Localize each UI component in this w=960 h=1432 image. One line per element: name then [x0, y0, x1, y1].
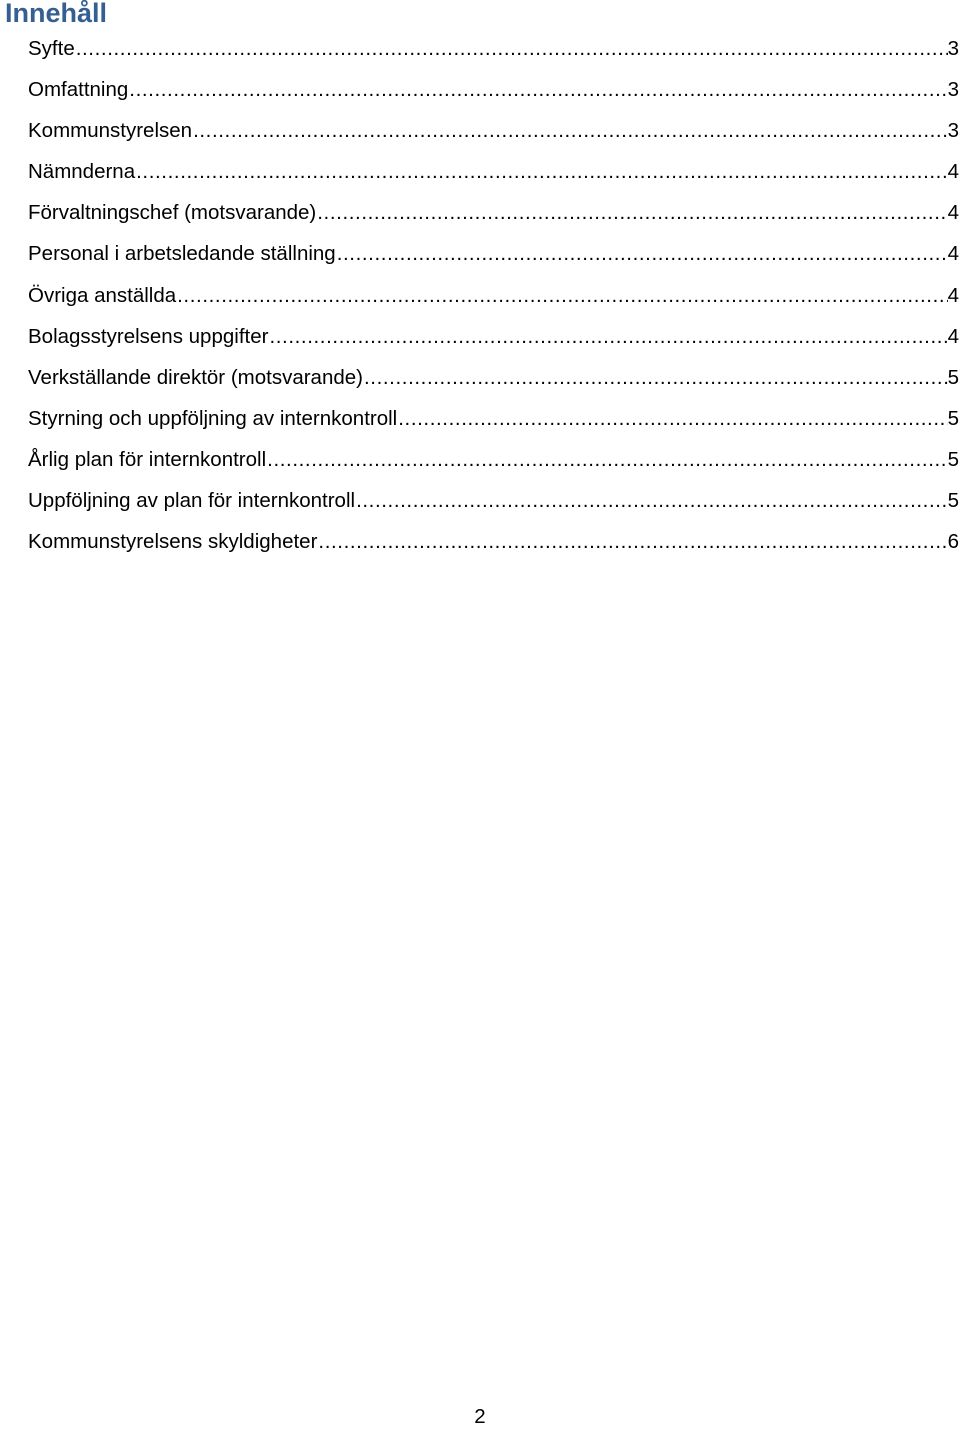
dot-leader: [316, 196, 947, 230]
toc-entry-uppfoljning-plan[interactable]: [28, 484, 959, 525]
toc-entry-title: Verkställande direktör (motsvarande): [28, 365, 363, 389]
dot-leader: [317, 525, 947, 559]
dot-leader: [266, 443, 947, 477]
toc-entry-page: 4: [947, 160, 959, 184]
toc-entry-kommunstyrelsens-skyldigheter[interactable]: [28, 525, 959, 566]
table-of-contents: [28, 32, 959, 566]
toc-entry-page: 5: [947, 489, 959, 513]
toc-entry-page: 3: [947, 37, 959, 60]
dot-leader: [363, 361, 948, 395]
dot-leader: [397, 402, 947, 436]
toc-entry-page: 5: [947, 447, 959, 471]
toc-entry-title: Uppföljning av plan för internkontroll: [28, 489, 356, 513]
dot-leader: [176, 279, 947, 313]
toc-entry-bolagsstyrelsens-uppgifter[interactable]: [28, 320, 959, 361]
toc-entry-title: Personal i arbetsledande ställning: [28, 242, 336, 266]
toc-entry-styrning-uppfoljning[interactable]: [28, 402, 959, 443]
toc-entry-arlig-plan[interactable]: [28, 443, 959, 484]
toc-entry-title: Styrning och uppföljning av internkontroll: [28, 406, 398, 430]
toc-entry-personal-arbetsledande[interactable]: [28, 237, 959, 278]
toc-entry-syfte[interactable]: [28, 32, 959, 73]
toc-entry-page: 6: [947, 530, 959, 554]
toc-entry-title: Syfte: [28, 37, 75, 60]
page-number: 2: [474, 1405, 486, 1428]
toc-entry-title: Övriga anställda: [28, 283, 177, 307]
dot-leader: [135, 155, 947, 189]
toc-entry-title: Nämnderna: [28, 160, 136, 184]
toc-entry-title: Omfattning: [28, 78, 129, 102]
toc-entry-title: Förvaltningschef (motsvarande): [28, 201, 317, 225]
toc-entry-title: Kommunstyrelsen: [28, 119, 193, 143]
dot-leader: [336, 237, 948, 271]
dot-leader: [128, 73, 947, 107]
toc-entry-page: 3: [947, 78, 959, 102]
dot-leader: [355, 484, 948, 518]
dot-leader: [75, 32, 948, 66]
toc-entry-kommunstyrelsen[interactable]: [28, 114, 959, 155]
dot-leader: [268, 320, 947, 354]
toc-entry-page: 4: [947, 242, 959, 266]
toc-entry-page: 4: [947, 324, 959, 348]
toc-entry-title: Årlig plan för internkontroll: [28, 447, 267, 471]
toc-heading: Innehåll: [5, 0, 108, 28]
toc-entry-page: 5: [947, 365, 959, 389]
toc-entry-forvaltningschef[interactable]: [28, 196, 959, 237]
toc-entry-page: 4: [947, 283, 959, 307]
toc-entry-title: Bolagsstyrelsens uppgifter: [28, 324, 269, 348]
toc-entry-verkstallande-direktor[interactable]: [28, 361, 959, 402]
toc-entry-omfattning[interactable]: [28, 73, 959, 114]
toc-entry-page: 4: [947, 201, 959, 225]
toc-entry-ovriga-anstallda[interactable]: [28, 279, 959, 320]
toc-entry-page: 5: [947, 406, 959, 430]
toc-entry-title: Kommunstyrelsens skyldigheter: [28, 530, 318, 554]
toc-entry-page: 3: [947, 119, 959, 143]
dot-leader: [192, 114, 948, 148]
toc-entry-namnderna[interactable]: [28, 155, 959, 196]
